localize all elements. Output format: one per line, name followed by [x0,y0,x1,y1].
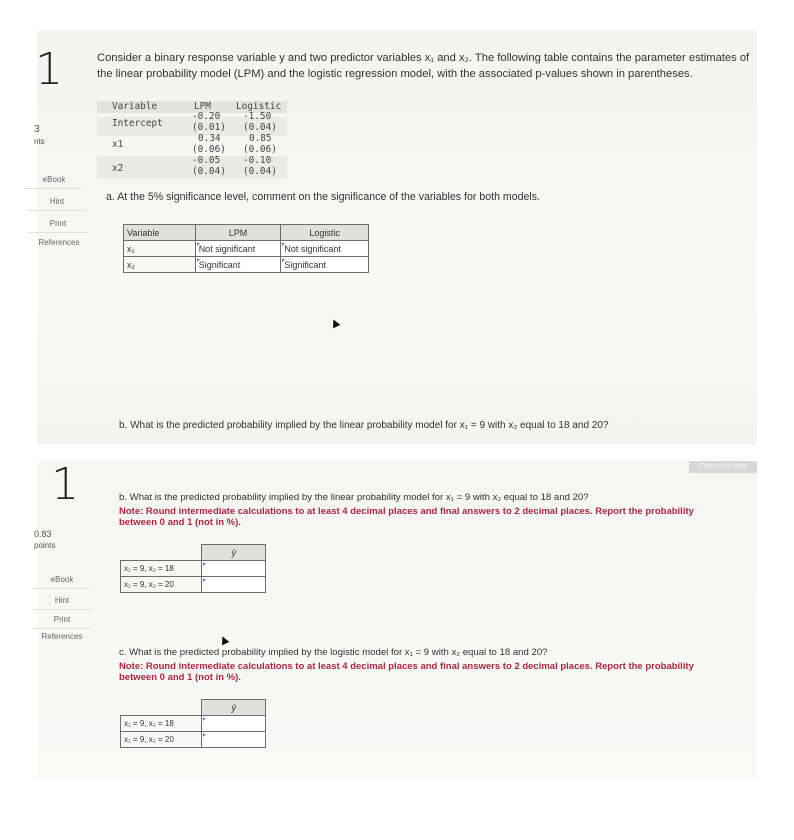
print-link-bottom[interactable]: Print [32,615,92,629]
table-row [121,732,266,748]
hint-link[interactable]: Hint [27,197,87,211]
estimates-header-lpm: LPM [194,101,211,112]
ebook-link[interactable]: eBook [24,175,84,189]
answer-header-logistic: Logistic [281,225,369,241]
check-my-work-button[interactable]: Check my work [689,461,757,473]
part-b-question-top: b. What is the predicted probability implied by the linear probability model for x₁ = 9 with x₂ equal to 18 and 20? [119,420,609,431]
lpm-intercept-p: (0.01) [192,122,226,133]
estimates-header-logistic: Logistic [236,101,282,112]
lpm-yhat-header: ŷ [202,545,266,561]
x1-logistic-select[interactable]: Not significant [281,241,369,257]
lpm-row-label-18: x₁ = 9, x₂ = 18 [121,561,202,577]
lpm-intercept: -0.20 [192,111,221,122]
estimates-var-intercept: Intercept [112,118,163,129]
table-row [124,241,369,257]
mouse-pointer-icon [330,318,341,329]
points-label-bottom: points [34,541,56,550]
print-link[interactable]: Print [28,219,88,233]
logistic-x2-p: (0.04) [243,166,277,177]
logistic-row-label-20: x₁ = 9, x₂ = 20 [121,732,202,748]
lpm-x2-p: (0.04) [192,166,226,177]
x2-lpm-select[interactable]: Significant [195,257,281,273]
logistic-prob-x2-20-input[interactable] [202,732,266,748]
answer-var-x1: x₁ [124,241,196,257]
question-panel-bottom [34,459,757,779]
estimates-table [112,102,302,182]
logistic-x2: -0.10 [243,155,272,166]
significance-answer-table [123,224,369,273]
lpm-row-label-20: x₁ = 9, x₂ = 20 [121,577,202,593]
points-value-bottom: 0.83 [34,529,52,539]
answer-var-x2: x₂ [124,257,196,273]
logistic-prob-x2-18-input[interactable] [202,716,266,732]
question-number: 1 [35,44,63,95]
part-c-question: c. What is the predicted probability implied by the logistic model for x₁ = 9 with x₂ equal to 18 and 20? [119,647,548,658]
points-label: nts [34,137,45,146]
lpm-prob-x2-20-input[interactable] [202,577,266,593]
part-c-note-line2: between 0 and 1 (not in %). [119,672,241,683]
hint-link-bottom[interactable]: Hint [32,596,92,610]
points-value: 3 [34,124,40,135]
logistic-x1: 0.85 [249,133,272,144]
x1-lpm-select[interactable]: Not significant [195,241,281,257]
question-number-bottom: 1 [51,459,79,510]
logistic-prediction-corner [121,700,202,716]
table-row [121,716,266,732]
logistic-intercept: -1.50 [243,111,272,122]
estimates-var-x2: x2 [112,163,124,174]
part-a-question: a. At the 5% significance level, comment on the significance of the variables for both models. [106,191,540,203]
lpm-x2: -0.05 [192,155,221,166]
logistic-prediction-table [120,699,266,748]
table-row [124,257,369,273]
lpm-x1: 0.34 [198,133,221,144]
logistic-x1-p: (0.06) [243,144,277,155]
estimates-var-x1: x1 [112,139,124,150]
question-intro-line2: the linear probability model (LPM) and the logistic regression model, with the associated p-values shown in parentheses. [97,68,693,80]
estimates-header-variable: Variable [112,101,158,112]
lpm-prediction-corner [121,545,202,561]
references-link[interactable]: References [38,238,80,247]
x2-logistic-select[interactable]: Significant [281,257,369,273]
lpm-x1-p: (0.06) [192,144,226,155]
mouse-pointer-icon-bottom [219,635,230,646]
logistic-intercept-p: (0.04) [243,122,277,133]
lpm-prediction-table [120,544,266,593]
answer-header-lpm: LPM [195,225,281,241]
ebook-link-bottom[interactable]: eBook [32,575,92,589]
part-b-question: b. What is the predicted probability implied by the linear probability model for x₁ = 9 with x₂ equal to 18 and 20? [119,492,589,503]
answer-header-variable: Variable [124,225,196,241]
part-b-note-line2: between 0 and 1 (not in %). [119,517,241,528]
part-b-note-line1: Note: Round intermediate calculations to at least 4 decimal places and final answers to 2 decimal places. Report the probability [119,506,694,517]
table-row [121,577,266,593]
logistic-yhat-header: ŷ [202,700,266,716]
lpm-prob-x2-18-input[interactable] [202,561,266,577]
table-row [121,561,266,577]
question-intro-line1: Consider a binary response variable y and two predictor variables x₁ and x₂. The following table contains the parameter estimates of [97,52,750,64]
logistic-row-label-18: x₁ = 9, x₂ = 18 [121,716,202,732]
part-c-note-line1: Note: Round intermediate calculations to at least 4 decimal places and final answers to 2 decimal places. Report the probability [119,661,694,672]
question-panel-top [34,30,757,445]
references-link-bottom[interactable]: References [41,632,83,641]
